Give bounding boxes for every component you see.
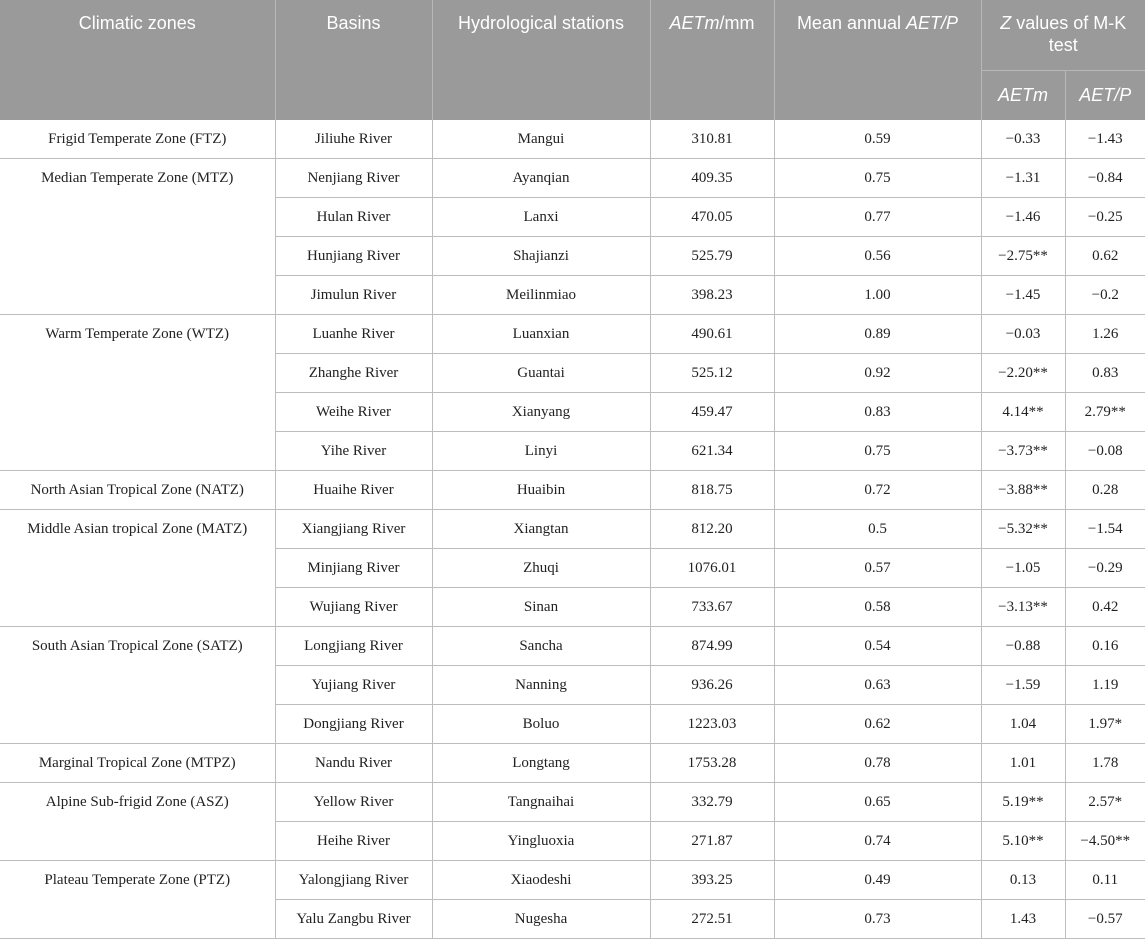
station-cell: Xiaodeshi [432,861,650,900]
climatic-zone-cell: Marginal Tropical Zone (MTPZ) [0,744,275,783]
subheader-aetp-symbol: AET/P [1079,85,1132,105]
aetm-cell: 525.79 [650,237,774,276]
z-aetp-cell: −0.29 [1065,549,1145,588]
station-cell: Yingluoxia [432,822,650,861]
station-cell: Xiangtan [432,510,650,549]
aetm-cell: 733.67 [650,588,774,627]
z-aetm-cell: −1.59 [981,666,1065,705]
station-cell: Zhuqi [432,549,650,588]
table-row [0,861,1145,900]
station-cell: Longtang [432,744,650,783]
aetm-cell: 459.47 [650,393,774,432]
z-aetm-cell: −1.46 [981,198,1065,237]
mean-aet-p-cell: 0.65 [774,783,981,822]
header-z-text: values of M-K test [1011,13,1127,55]
subheader-aetp [1065,71,1145,121]
z-aetm-cell: 0.13 [981,861,1065,900]
basin-cell: Hulan River [275,198,432,237]
mean-aet-p-cell: 0.62 [774,705,981,744]
mean-aet-p-cell: 0.63 [774,666,981,705]
aetm-cell: 812.20 [650,510,774,549]
basin-cell: Minjiang River [275,549,432,588]
mean-aet-p-cell: 0.92 [774,354,981,393]
aetm-cell: 1076.01 [650,549,774,588]
z-aetm-cell: −0.03 [981,315,1065,354]
z-aetp-cell: −1.43 [1065,120,1145,159]
climatic-zone-cell: Middle Asian tropical Zone (MATZ) [0,510,275,627]
station-cell: Huaibin [432,471,650,510]
mean-aet-p-cell: 0.57 [774,549,981,588]
header-mean-annual [774,0,981,120]
basin-cell: Huaihe River [275,471,432,510]
z-aetp-cell: −0.25 [1065,198,1145,237]
aetm-cell: 1753.28 [650,744,774,783]
basin-cell: Yujiang River [275,666,432,705]
z-aetm-cell: 5.19** [981,783,1065,822]
z-aetp-cell: 0.62 [1065,237,1145,276]
mean-aet-p-cell: 0.58 [774,588,981,627]
mean-aet-p-cell: 1.00 [774,276,981,315]
aetm-cell: 490.61 [650,315,774,354]
aetm-cell: 874.99 [650,627,774,666]
basin-cell: Yihe River [275,432,432,471]
mean-aet-p-cell: 0.5 [774,510,981,549]
table-row [0,744,1145,783]
aetm-cell: 1223.03 [650,705,774,744]
station-cell: Linyi [432,432,650,471]
basin-cell: Zhanghe River [275,354,432,393]
mean-aet-p-cell: 0.75 [774,432,981,471]
z-aetp-cell: −0.57 [1065,900,1145,939]
z-aetp-cell: 0.16 [1065,627,1145,666]
table-row [0,627,1145,666]
aetm-cell: 818.75 [650,471,774,510]
aetm-cell: 621.34 [650,432,774,471]
z-aetp-cell: 1.26 [1065,315,1145,354]
z-aetm-cell: 1.01 [981,744,1065,783]
z-aetp-cell: 1.19 [1065,666,1145,705]
basin-cell: Yellow River [275,783,432,822]
basin-cell: Heihe River [275,822,432,861]
basin-cell: Wujiang River [275,588,432,627]
aetm-cell: 936.26 [650,666,774,705]
z-aetp-cell: −1.54 [1065,510,1145,549]
basin-cell: Longjiang River [275,627,432,666]
header-z-values [981,0,1145,71]
aetm-cell: 272.51 [650,900,774,939]
z-aetp-cell: 0.28 [1065,471,1145,510]
mean-aet-p-cell: 0.83 [774,393,981,432]
climatic-zone-cell: Frigid Temperate Zone (FTZ) [0,120,275,159]
mean-aet-p-cell: 0.54 [774,627,981,666]
basin-cell: Dongjiang River [275,705,432,744]
z-aetm-cell: −2.75** [981,237,1065,276]
z-aetp-cell: −0.2 [1065,276,1145,315]
basin-cell: Yalongjiang River [275,861,432,900]
station-cell: Tangnaihai [432,783,650,822]
aetm-cell: 310.81 [650,120,774,159]
table-row [0,159,1145,198]
aetm-cell: 525.12 [650,354,774,393]
mean-aet-p-cell: 0.75 [774,159,981,198]
mean-aet-p-cell: 0.77 [774,198,981,237]
z-aetm-cell: −0.88 [981,627,1065,666]
z-aetm-cell: 1.04 [981,705,1065,744]
station-cell: Meilinmiao [432,276,650,315]
z-aetp-cell: 0.42 [1065,588,1145,627]
station-cell: Mangui [432,120,650,159]
station-cell: Luanxian [432,315,650,354]
aetm-cell: 470.05 [650,198,774,237]
basin-cell: Xiangjiang River [275,510,432,549]
z-aetm-cell: 4.14** [981,393,1065,432]
table-row [0,471,1145,510]
mean-aet-p-cell: 0.73 [774,900,981,939]
station-cell: Ayanqian [432,159,650,198]
aetm-cell: 409.35 [650,159,774,198]
mean-aet-p-cell: 0.72 [774,471,981,510]
aetm-cell: 271.87 [650,822,774,861]
station-cell: Sancha [432,627,650,666]
header-mean-annual-symbol: AET/P [906,13,959,33]
z-aetp-cell: 0.83 [1065,354,1145,393]
table-row [0,783,1145,822]
climatic-zone-cell: South Asian Tropical Zone (SATZ) [0,627,275,744]
header-basins: Basins [275,0,432,120]
z-aetp-cell: 1.97* [1065,705,1145,744]
station-cell: Xianyang [432,393,650,432]
basin-cell: Nandu River [275,744,432,783]
mean-aet-p-cell: 0.89 [774,315,981,354]
basin-cell: Jimulun River [275,276,432,315]
z-aetp-cell: 2.57* [1065,783,1145,822]
basin-cell: Yalu Zangbu River [275,900,432,939]
climatic-zone-cell: Plateau Temperate Zone (PTZ) [0,861,275,939]
subheader-aetm-symbol: AETm [997,85,1048,105]
table-body [0,120,1145,939]
basin-cell: Weihe River [275,393,432,432]
station-cell: Lanxi [432,198,650,237]
header-climatic-zones: Climatic zones [0,0,275,120]
z-aetm-cell: −3.88** [981,471,1065,510]
climatic-zone-cell: Alpine Sub-frigid Zone (ASZ) [0,783,275,861]
mean-aet-p-cell: 0.78 [774,744,981,783]
header-hydrological-stations: Hydrological stations [432,0,650,120]
header-aetm-symbol: AETm [669,13,720,33]
station-cell: Nanning [432,666,650,705]
basin-cell: Hunjiang River [275,237,432,276]
header-aetm [650,0,774,120]
z-aetm-cell: 1.43 [981,900,1065,939]
table-header [0,0,1145,120]
z-aetm-cell: −3.13** [981,588,1065,627]
mean-aet-p-cell: 0.59 [774,120,981,159]
climatic-zone-cell: Median Temperate Zone (MTZ) [0,159,275,315]
z-aetm-cell: 5.10** [981,822,1065,861]
z-aetm-cell: −5.32** [981,510,1065,549]
basin-cell: Luanhe River [275,315,432,354]
mean-aet-p-cell: 0.49 [774,861,981,900]
z-aetp-cell: 2.79** [1065,393,1145,432]
station-cell: Boluo [432,705,650,744]
station-cell: Nugesha [432,900,650,939]
z-aetp-cell: −0.08 [1065,432,1145,471]
station-cell: Sinan [432,588,650,627]
aetm-cell: 398.23 [650,276,774,315]
z-aetm-cell: −1.45 [981,276,1065,315]
mean-aet-p-cell: 0.74 [774,822,981,861]
header-z-symbol: Z [1000,13,1012,33]
z-aetm-cell: −1.31 [981,159,1065,198]
climatic-zone-cell: North Asian Tropical Zone (NATZ) [0,471,275,510]
z-aetm-cell: −3.73** [981,432,1065,471]
z-aetp-cell: −4.50** [1065,822,1145,861]
z-aetp-cell: −0.84 [1065,159,1145,198]
z-aetm-cell: −1.05 [981,549,1065,588]
station-cell: Guantai [432,354,650,393]
table-row [0,510,1145,549]
z-aetm-cell: −0.33 [981,120,1065,159]
climatic-zone-cell: Warm Temperate Zone (WTZ) [0,315,275,471]
basin-cell: Nenjiang River [275,159,432,198]
aetm-cell: 393.25 [650,861,774,900]
table-row [0,315,1145,354]
subheader-aetm [981,71,1065,121]
z-aetm-cell: −2.20** [981,354,1065,393]
header-mean-annual-prefix: Mean annual [796,13,907,33]
basin-cell: Jiliuhe River [275,120,432,159]
station-cell: Shajianzi [432,237,650,276]
header-aetm-unit: /mm [719,13,755,33]
mean-aet-p-cell: 0.56 [774,237,981,276]
z-aetp-cell: 0.11 [1065,861,1145,900]
aetm-cell: 332.79 [650,783,774,822]
z-aetp-cell: 1.78 [1065,744,1145,783]
table-row [0,120,1145,159]
